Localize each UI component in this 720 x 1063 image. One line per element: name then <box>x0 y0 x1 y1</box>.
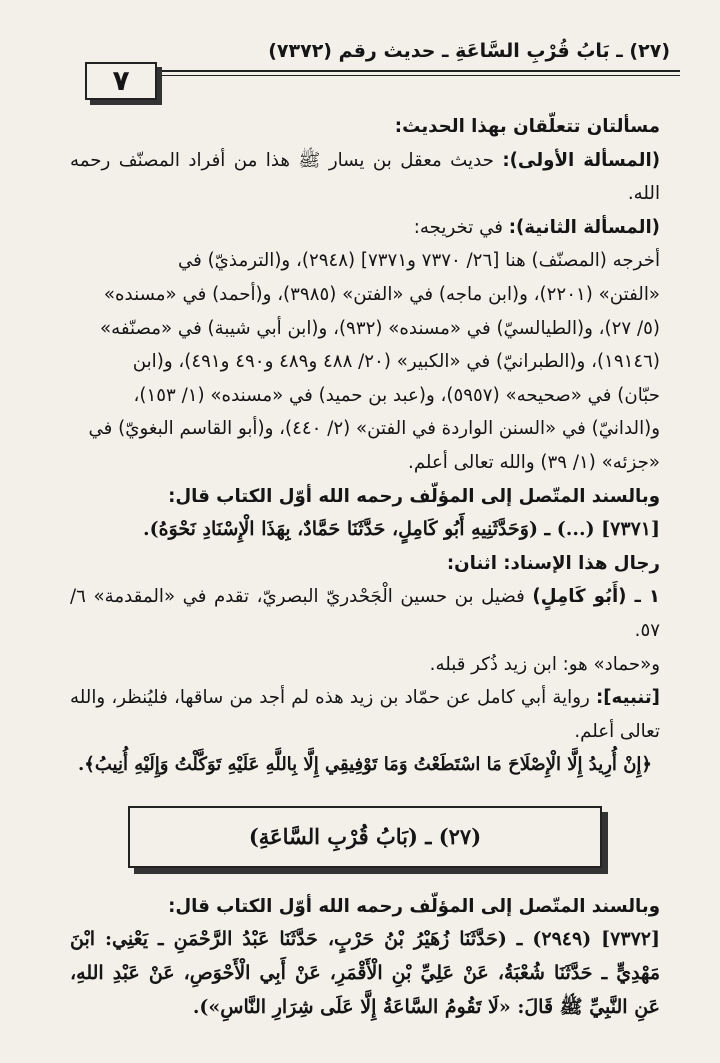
page-number-box: ٧ <box>85 62 157 100</box>
chapter-title-box <box>128 806 602 868</box>
takhrij-line: (١٩١٤٦)، و(الطبرانيّ) في «الكبير» (٢٠/ ٤٨٨ و٤٨٩ و٤٩٠ و٤٩١)، و(ابن <box>132 351 660 373</box>
running-header: (٢٧) ـ بَابُ قُرْبِ السَّاعَةِ ـ حديث رقم (٧٣٧٢) <box>268 40 670 62</box>
tanbih-label: [تنبيه]: <box>595 687 660 709</box>
section-heading: مسألتان تتعلّقان بهذا الحديث: <box>394 116 660 137</box>
tanbih-text: رواية أبي كامل عن حمّاد بن زيد هذه لم أجد من ساقها، فليُنظر، والله تعالى أعلم. <box>70 687 660 742</box>
hadith-7371: [٧٣٧١] (...) ـ (وَحَدَّثَنِيهِ أَبُو كَامِلٍ، حَدَّثَنَا حَمَّادٌ، بِهَذَا الْإِسْنَادِ نَحْوَهُ). <box>143 518 660 541</box>
issue-one-text: حديث معقل بن يسار ﷺ هذا من أفراد المصنّف رحمه الله. <box>70 149 660 205</box>
rijal-entry-1 <box>70 580 660 647</box>
quran-verse: ﴿إِنْ أُرِيدُ إِلَّا الْإِصْلَاحَ مَا اسْتَطَعْتُ وَمَا تَوْفِيقِي إِلَّا بِاللَّهِ عَلَيْهِ تَوَكَّلْتُ وَإِلَيْهِ أُنِيبُ﴾. <box>78 754 652 776</box>
hadith-7372: [٧٣٧٢] (٢٩٤٩) ـ (حَدَّثَنَا زُهَيْرُ بْنُ حَرْبٍ، حَدَّثَنَا عَبْدُ الرَّحْمَنِ ـ يَعْنِي: ابْنَ مَهْدِيٍّ ـ حَدَّثَنَا شُعْبَةُ، عَنْ عَلِيِّ بْنِ الْأَقْمَرِ، عَنْ أَبِي الْأَحْوَصِ، عَنْ عَبْدِ اللهِ، عَنِ النَّبِيِّ ﷺ قَالَ: «لَا تَقُومُ السَّاعَةُ إِلَّا عَلَى شِرَارِ النَّاسِ»). <box>70 928 660 1018</box>
takhrij-line: أخرجه (المصنّف) هنا [٢٦/ ٧٣٧٠ و٧٣٧١] (٢٩٤٨)، و(الترمذيّ) في <box>177 250 660 272</box>
sanad-line-2: وبالسند المتّصل إلى المؤلّف رحمه الله أوّل الكتاب قال: <box>168 895 660 917</box>
issue-two-text: في تخريجه: <box>413 216 509 238</box>
header-rule-thin <box>108 75 680 76</box>
chapter-title: (٢٧) ـ (بَابُ قُرْبِ السَّاعَةِ) <box>248 824 482 850</box>
issue-one <box>70 144 660 211</box>
takhrij-line: (٥/ ٢٧)، و(الطيالسيّ) في «مسنده» (٩٣٢)، و(ابن أبي شيبة) في «مصنّفه» <box>99 317 660 339</box>
takhrij-line: «الفتن» (٢٢٠١)، و(ابن ماجه) في «الفتن» (٣٩٨٥)، و(أحمد) في «مسنده» <box>103 283 660 305</box>
tanbih-note <box>70 681 660 748</box>
page-content <box>70 110 660 1024</box>
sanad-line: وبالسند المتّصل إلى المؤلّف رحمه الله أوّل الكتاب قال: <box>168 485 660 507</box>
header-rule <box>108 70 680 72</box>
takhrij-line: «جزئه» (١/ ٣٩) والله تعالى أعلم. <box>408 451 660 473</box>
rijal-heading: رجال هذا الإسناد: اثنان: <box>446 552 660 574</box>
issue-two-label: (المسألة الثانية): <box>508 216 660 238</box>
rijal-entry-1-label: ١ ـ (أَبُو كَامِلٍ) <box>532 586 660 608</box>
issue-one-label: (المسألة الأولى): <box>502 149 661 171</box>
takhrij-line: و(الدانيّ) في «السنن الواردة في الفتن» (٢/ ٤٤٠)، و(أبو القاسم البغويّ) في <box>88 418 660 440</box>
takhrij-line: حبّان) في «صحيحه» (٥٩٥٧)، و(عبد بن حميد) في «مسنده» (١/ ١٥٣)، <box>133 384 660 406</box>
issue-two <box>70 211 660 245</box>
rijal-entry-1-text: فضيل بن حسين الْجَحْدريّ البصريّ، تقدم في «المقدمة» ٦/ ٥٧. <box>70 586 660 641</box>
rijal-entry-2: و«حماد» هو: ابن زيد ذُكر قبله. <box>429 653 660 675</box>
